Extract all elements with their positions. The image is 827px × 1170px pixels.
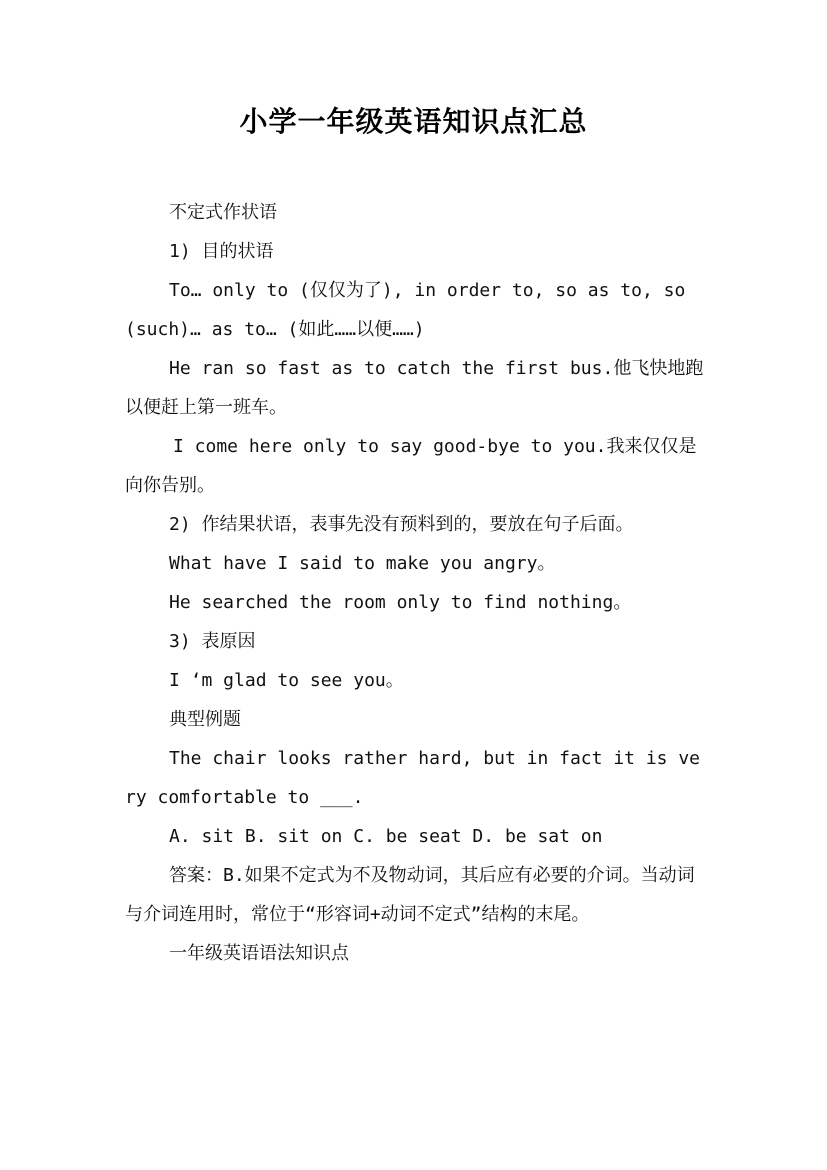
subheading-typical-examples: 典型例题 [169,709,241,730]
example-sentence: I come here only to say good-bye to you.我来仅仅是向你告别。 [125,436,697,496]
document-body [125,193,705,973]
subheading-result: 2) 作结果状语，表事先没有预料到的，要放在句子后面。 [169,514,634,535]
question-options: A. sit B. sit on C. be seat D. be sat on [169,826,603,847]
document-title: 小学一年级英语知识点汇总 [239,105,588,138]
question-stem: The chair looks rather hard, but in fact it is very comfortable to ___. [125,748,701,808]
answer-explanation: 答案：B.如果不定式为不及物动词，其后应有必要的介词。当动词与介词连用时，常位于“形容词+动词不定式”结构的末尾。 [125,865,695,925]
example-sentence: He ran so fast as to catch the first bus.他飞快地跑以便赶上第一班车。 [125,358,704,418]
section-heading-grammar: 一年级英语语法知识点 [169,943,349,964]
example-sentence: What have I said to make you angry。 [169,553,556,574]
example-sentence: He searched the room only to find nothing。 [169,592,632,613]
subheading-purpose: 1) 目的状语 [169,241,274,262]
paragraph-purpose-phrases: To… only to (仅仅为了), in order to, so as to, so(such)… as to… (如此……以便……) [125,280,686,340]
example-sentence: I ‘m glad to see you。 [169,670,404,691]
subheading-reason: 3) 表原因 [169,631,256,652]
section-heading-infinitive-adverbial: 不定式作状语 [169,202,277,223]
